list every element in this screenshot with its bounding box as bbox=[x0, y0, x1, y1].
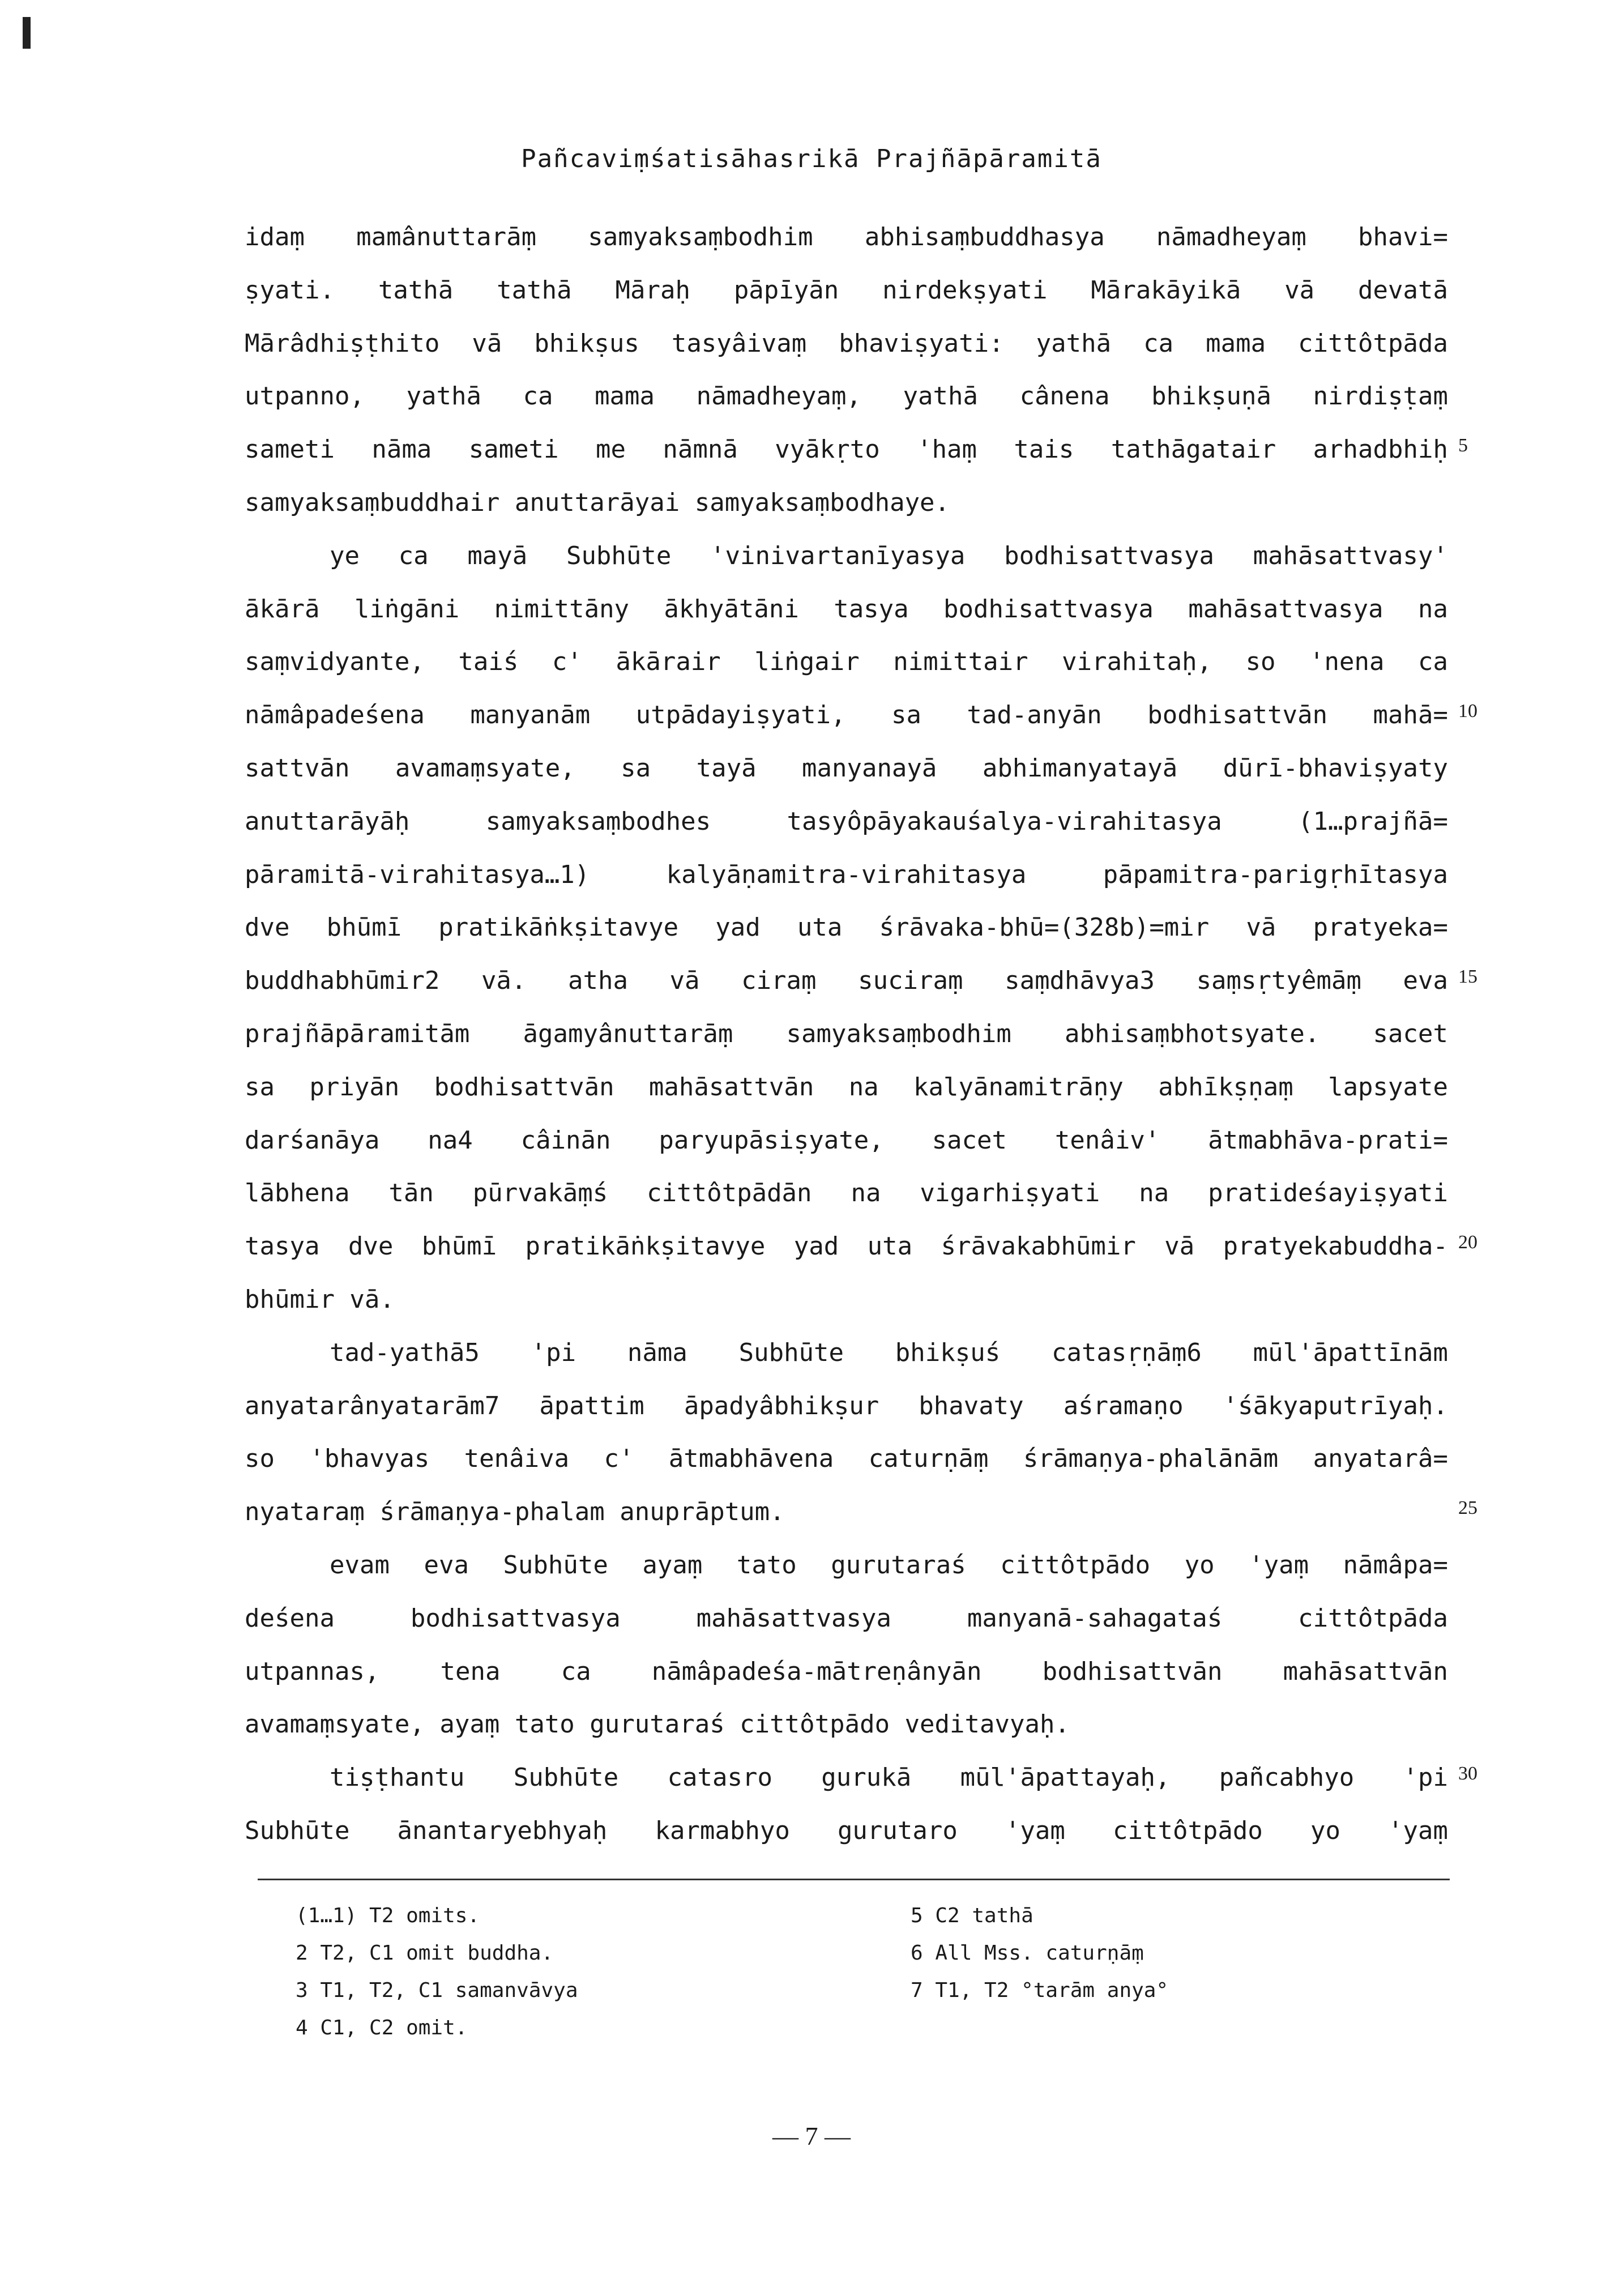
footnote-divider bbox=[258, 1879, 1450, 1880]
footnote: 7 T1, T2 °tarām anya° bbox=[911, 1979, 1169, 2002]
text-line: pāramitā-virahitasya…1) kalyāṇamitra-virahitasya pāpamitra-parigṛhītasya bbox=[245, 860, 1448, 889]
text-line: tasya dve bhūmī pratikāṅkṣitavye yad uta śrāvakabhūmir vā pratyekabuddha- bbox=[245, 1232, 1448, 1261]
text-line: ṣyati. tathā tathā Māraḥ pāpīyān nirdekṣyati Mārakāyikā vā devatā bbox=[245, 275, 1448, 305]
page-title: Pañcaviṃśatisāhasrikā Prajñāpāramitā bbox=[521, 144, 1102, 173]
footnote: 2 T2, C1 omit buddha. bbox=[296, 1941, 554, 1965]
text-line: so 'bhavyas tenâiva c' ātmabhāvena caturṇāṃ śrāmaṇya-phalānām anyatarâ= bbox=[245, 1444, 1448, 1474]
text-line: evam eva Subhūte ayaṃ tato gurutaraś cittôtpādo yo 'yaṃ nāmâpa= bbox=[330, 1550, 1448, 1580]
text-line: ākārā liṅgāni nimittāny ākhyātāni tasya bodhisattvasya mahāsattvasya na bbox=[245, 594, 1448, 624]
text-line: utpannas, tena ca nāmâpadeśa-mātreṇânyān bodhisattvān mahāsattvān bbox=[245, 1657, 1448, 1686]
line-number: 10 bbox=[1458, 701, 1477, 722]
text-line: darśanāya na4 câinān paryupāsiṣyate, sacet tenâiv' ātmabhāva-prati= bbox=[245, 1125, 1448, 1155]
text-line: sattvān avamaṃsyate, sa tayā manyanayā abhimanyatayā dūrī-bhaviṣyaty bbox=[245, 753, 1448, 783]
text-line: lābhena tān pūrvakāṃś cittôtpādān na vigarhiṣyati na pratideśayiṣyati bbox=[245, 1179, 1448, 1208]
text-line: tiṣṭhantu Subhūte catasro gurukā mūl'āpattayaḥ, pañcabhyo 'pi bbox=[330, 1763, 1448, 1793]
text-line: anuttarāyāḥ samyaksaṃbodhes tasyôpāyakauśalya-virahitasya (1…prajñā= bbox=[245, 806, 1448, 836]
text-line: deśena bodhisattvasya mahāsattvasya manyanā-sahagataś cittôtpāda bbox=[245, 1603, 1448, 1633]
line-number: 30 bbox=[1458, 1763, 1477, 1784]
line-number: 5 bbox=[1458, 435, 1468, 456]
footnote: 3 T1, T2, C1 samanvāvya bbox=[296, 1979, 578, 2002]
text-line: sameti nāma sameti me nāmnā vyākṛto 'haṃ tais tathāgatair arhadbhiḥ bbox=[245, 435, 1448, 464]
text-line: utpanno, yathā ca mama nāmadheyaṃ, yathā cânena bhikṣuṇā nirdiṣṭaṃ bbox=[245, 382, 1448, 411]
line-number: 15 bbox=[1458, 966, 1477, 987]
line-number: 20 bbox=[1458, 1232, 1477, 1253]
footnotes-right bbox=[911, 1897, 1168, 2009]
text-line: sa priyān bodhisattvān mahāsattvān na kalyānamitrāṇy abhīkṣṇaṃ lapsyate bbox=[245, 1072, 1448, 1102]
body-text bbox=[245, 211, 1448, 1858]
text-line: Subhūte ānantaryebhyaḥ karmabhyo gurutaro 'yaṃ cittôtpādo yo 'yaṃ bbox=[245, 1816, 1448, 1845]
text-line: prajñāpāramitām āgamyânuttarāṃ samyaksaṃbodhim abhisaṃbhotsyate. sacet bbox=[245, 1019, 1448, 1048]
footnote: 6 All Mss. caturṇāṃ bbox=[911, 1941, 1144, 1965]
text-line: Mārâdhiṣṭhito vā bhikṣus tasyâivaṃ bhaviṣyati: yathā ca mama cittôtpāda bbox=[245, 328, 1448, 358]
footnotes-left bbox=[296, 1897, 578, 2047]
text-line: dve bhūmī pratikāṅkṣitavye yad uta śrāvaka-bhū=(328b)=mir vā pratyeka= bbox=[245, 913, 1448, 942]
text-line: idaṃ mamânuttarāṃ samyaksaṃbodhim abhisaṃbuddhasya nāmadheyaṃ bhavi= bbox=[245, 223, 1448, 251]
line-number: 25 bbox=[1458, 1497, 1477, 1518]
text-line: nyataraṃ śrāmaṇya-phalam anuprāptum. bbox=[245, 1497, 785, 1527]
footnote: (1…1) T2 omits. bbox=[296, 1904, 480, 1927]
text-line: nāmâpadeśena manyanām utpādayiṣyati, sa tad-anyān bodhisattvān mahā= bbox=[245, 701, 1448, 730]
text-line: bhūmir vā. bbox=[245, 1284, 395, 1314]
footnote: 4 C1, C2 omit. bbox=[296, 2016, 468, 2039]
text-line: buddhabhūmir2 vā. atha vā ciraṃ suciraṃ saṃdhāvya3 saṃsṛtyêmāṃ eva bbox=[245, 966, 1448, 996]
text-line: avamaṃsyate, ayaṃ tato gurutaraś cittôtpādo veditavyaḥ. bbox=[245, 1710, 1070, 1739]
footnote: 5 C2 tathā bbox=[911, 1904, 1033, 1927]
scan-mark bbox=[23, 17, 31, 49]
text-line: tad-yathā5 'pi nāma Subhūte bhikṣuś catasṛṇāṃ6 mūl'āpattīnām bbox=[330, 1338, 1448, 1367]
text-line: ye ca mayā Subhūte 'vinivartanīyasya bodhisattvasya mahāsattvasy' bbox=[330, 541, 1448, 570]
page-number: — 7 — bbox=[772, 2122, 851, 2150]
text-line: saṃvidyante, taiś c' ākārair liṅgair nimittair virahitaḥ, so 'nena ca bbox=[245, 647, 1448, 677]
text-line: anyatarânyatarām7 āpattim āpadyâbhikṣur bhavaty aśramaṇo 'śākyaputrīyaḥ. bbox=[245, 1391, 1448, 1420]
text-line: samyaksaṃbuddhair anuttarāyai samyaksaṃbodhaye. bbox=[245, 488, 950, 517]
